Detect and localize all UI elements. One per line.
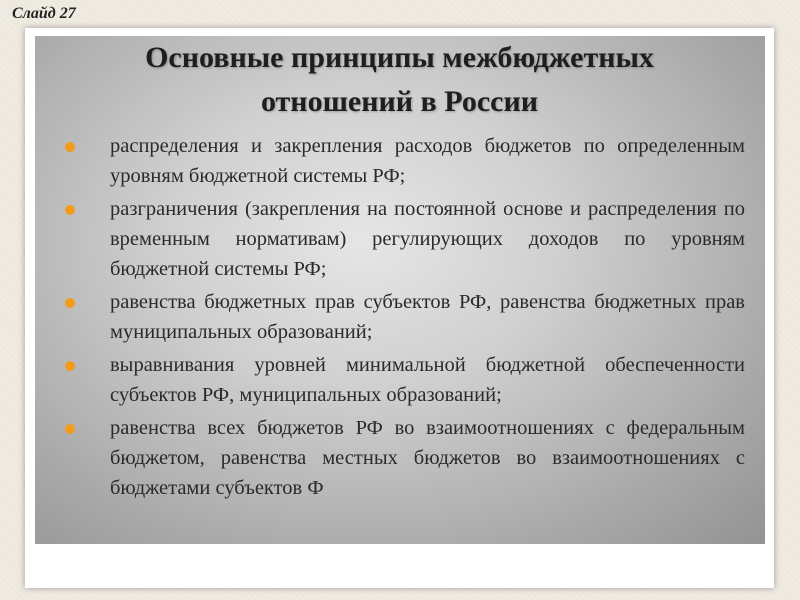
bullet-item <box>65 413 745 503</box>
bullet-dot-icon <box>65 424 75 434</box>
bullet-dot-icon <box>65 142 75 152</box>
slide-number-label: Слайд 27 <box>12 5 76 22</box>
bullet-item <box>65 194 745 284</box>
bullet-item <box>65 350 745 410</box>
slide-title-line-2: отношений в России <box>260 85 539 118</box>
bullet-text: равенства бюджетных прав субъектов РФ, равенства бюджетных прав муниципальных образований; <box>110 291 745 343</box>
bullet-dot-icon <box>65 361 75 371</box>
slide-title-line-1: Основные принципы межбюджетных <box>145 41 654 74</box>
slide-title <box>25 36 774 124</box>
bullet-text: равенства всех бюджетов РФ во взаимоотношениях с федеральным бюджетом, равенства местных бюджетов во взаимоотношениях с бюджетами субъектов Ф <box>110 417 745 499</box>
bullet-item <box>65 287 745 347</box>
bullet-item <box>65 131 745 191</box>
bullet-text: выравнивания уровней минимальной бюджетной обеспеченности субъектов РФ, муниципальных образований; <box>110 354 745 406</box>
slide-frame <box>25 28 774 588</box>
bullet-dot-icon <box>65 205 75 215</box>
bullet-text: распределения и закрепления расходов бюджетов по определенным уровням бюджетной системы РФ; <box>110 135 745 187</box>
bullet-dot-icon <box>65 298 75 308</box>
bullet-list <box>65 131 745 506</box>
bullet-text: разграничения (закрепления на постоянной основе и распределения по временным нормативам) регулирующих доходов по уровням бюджетной системы РФ; <box>110 198 745 280</box>
